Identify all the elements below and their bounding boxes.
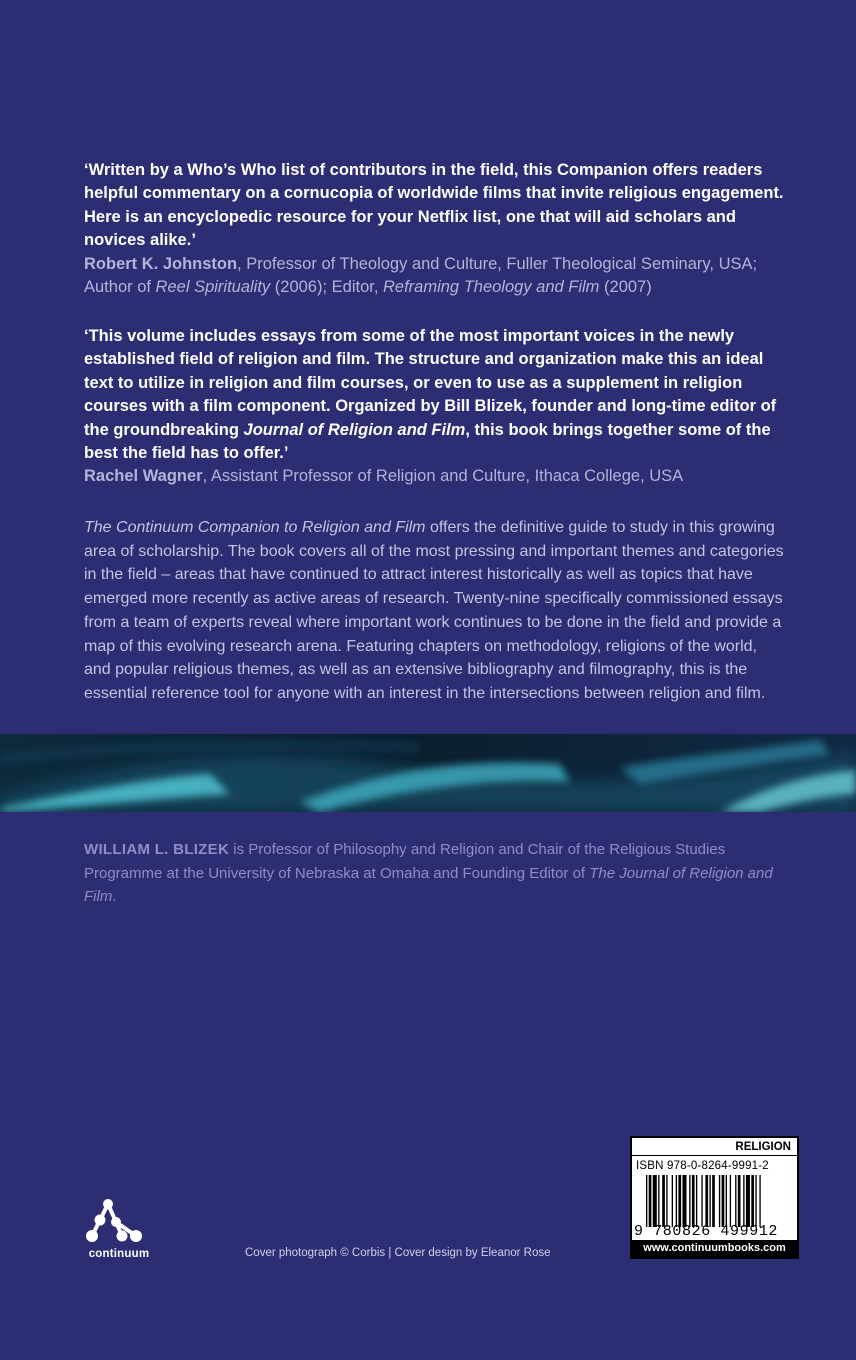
- barcode-bar: [722, 1175, 725, 1227]
- quote-2-journal: Journal of Religion and Film: [243, 420, 466, 439]
- publisher-url: www.continuumbooks.com: [632, 1240, 797, 1257]
- barcode-bar: [646, 1175, 647, 1227]
- quote-1-attribution: [84, 253, 784, 300]
- barcode-bar: [696, 1175, 697, 1227]
- barcode-bar: [705, 1175, 708, 1227]
- barcode-bar: [735, 1175, 736, 1227]
- cover-photo-band: [0, 734, 856, 812]
- isbn-label: ISBN 978-0-8264-9991-2: [636, 1160, 769, 1172]
- barcode-bar: [658, 1175, 659, 1227]
- barcode-bar: [746, 1175, 750, 1227]
- barcode-bar: [743, 1175, 744, 1227]
- cover-photo-band-image: [0, 734, 856, 812]
- quote-1-title-part-3: (2007): [599, 278, 652, 297]
- barcode-bar: [738, 1175, 741, 1227]
- quote-1-book-1: Reel Spirituality: [155, 278, 271, 297]
- barcode-bar: [709, 1175, 710, 1227]
- barcode-subject: RELIGION: [632, 1138, 797, 1156]
- quote-2-text: [84, 325, 784, 465]
- bio-end: .: [112, 888, 117, 905]
- barcode-box: [630, 1136, 799, 1259]
- barcode-bar: [751, 1175, 754, 1227]
- quote-1-author: Robert K. Johnston: [84, 254, 238, 273]
- barcode-bar: [755, 1175, 756, 1227]
- barcode-bars: [646, 1175, 794, 1227]
- author-bio: [84, 838, 794, 909]
- barcode-bar: [719, 1175, 720, 1227]
- barcode-bar: [653, 1175, 657, 1227]
- quote-1-title-part: , Professor of Theology and Culture, Fuller Theological Seminary, USA; Author of: [84, 254, 758, 297]
- quote-1-text: ‘Written by a Who’s Who list of contributors in the field, this Companion offers readers helpful commentary on a cornucopia of worldwide films that invite religious engagement. Here is an encyclopedic resource for your Netflix list, one that will aid scholars and novices alike.’: [84, 161, 784, 250]
- bio-body: is Professor of Philosophy and Religion and Chair of the Religious Studies Programme at the University of Nebraska at Omaha and Founding Editor of: [84, 841, 726, 882]
- book-description: [84, 516, 784, 706]
- barcode-bar: [666, 1175, 667, 1227]
- publisher-name: continuum: [88, 1248, 150, 1260]
- quote-2-text-part-2: , this book brings together some of the best the field has to offer.’: [84, 420, 771, 463]
- quote-2-author: Rachel Wagner: [84, 467, 203, 486]
- quote-2-title: , Assistant Professor of Religion and Culture, Ithaca College, USA: [202, 467, 684, 486]
- barcode-bar: [662, 1175, 665, 1227]
- barcode-bar: [701, 1175, 702, 1227]
- description-book-title: The Continuum Companion to Religion and Film: [84, 519, 426, 536]
- barcode-bar: [676, 1175, 677, 1227]
- description-text: [84, 516, 784, 706]
- barcode-bar: [726, 1175, 727, 1227]
- quote-2-text-part-1: ‘This volume includes essays from some of the most important voices in the newly established field of religion and film. The structure and organization make this an ideal text to utilize in religion and film courses, or even to use as a supplement in religion courses with a film component. Organized by Bill Blizek, founder and long-time editor of the groundbreaking: [84, 327, 777, 439]
- quote-1: [84, 159, 784, 299]
- description-body: offers the definitive guide to study in this growing area of scholarship. The book covers all of the most pressing and important themes and categories in the field – areas that have continued to attract interest historically as well as topics that have emerged more recently as active areas of research. Twenty-nine specifically commissioned essays from a team of experts reveal where important work continues to be done in the field and provide a map of this evolving research arena. Featuring chapters on methodology, religions of the world, and popular religious themes, as well as an extensive bibliography and filmography, this is the essential reference tool for anyone with an interest in the intersections between religion and film.: [84, 519, 784, 702]
- barcode-bar: [649, 1175, 652, 1227]
- barcode-bar: [692, 1175, 695, 1227]
- bio-journal: The Journal of Religion and Film: [84, 864, 773, 905]
- quote-2: [84, 325, 784, 489]
- barcode-bar: [678, 1175, 681, 1227]
- bio-name: WILLIAM L. BLIZEK: [84, 841, 230, 858]
- quote-1-book-2: Reframing Theology and Film: [383, 278, 600, 297]
- bio-text: [84, 838, 794, 909]
- barcode-bar: [759, 1175, 760, 1227]
- barcode-digits: 9 780826 499912: [634, 1223, 779, 1240]
- barcode-bar: [672, 1175, 673, 1227]
- cover-credit: Cover photograph © Corbis | Cover design by Eleanor Rose: [245, 1247, 551, 1259]
- barcode-bar: [682, 1175, 686, 1227]
- barcode-bar: [712, 1175, 715, 1227]
- quote-2-attribution: [84, 465, 784, 488]
- barcode-bar: [730, 1175, 731, 1227]
- quote-1-title-part-2: (2006); Editor,: [270, 278, 383, 297]
- barcode-bar: [689, 1175, 690, 1227]
